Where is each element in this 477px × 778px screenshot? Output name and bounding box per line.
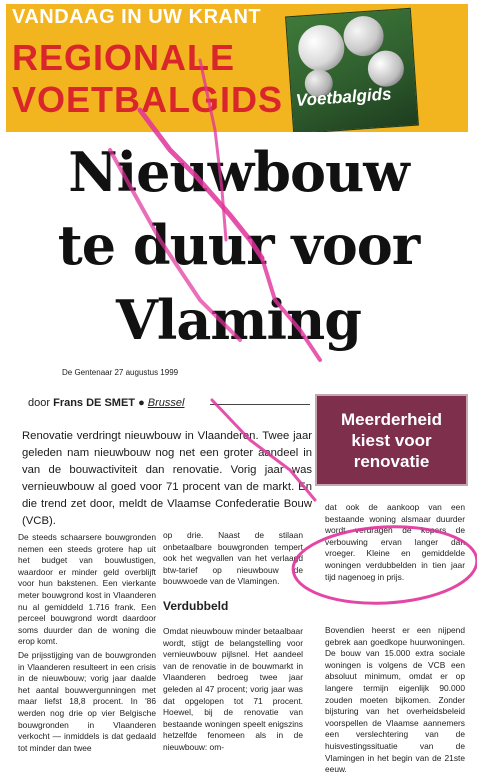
headline-line-2: te duur voor — [57, 213, 420, 277]
banner-top-line: VANDAAG IN UW KRANT — [12, 6, 262, 28]
promo-banner — [6, 4, 468, 132]
football-icon — [297, 24, 346, 73]
byline-location: Brussel — [147, 397, 185, 409]
article-column-2 — [163, 530, 303, 590]
byline-rule — [210, 404, 310, 405]
paragraph: Omdat nieuwbouw minder betaalbaar wordt, stijgt de belangstelling voor vernieuwbouw pijlsnel. Het aandeel van de renovatie in de bouwmarkt in Vlaanderen bedroeg twee jaar geleden al 47 procent; vorig jaar was dat opgelopen tot 71 procent. Hoewel, bij de renovatie van bestaande woningen speelt enigszins hetzelfde fenomeen als in de nieuwbouw: om- — [163, 626, 303, 752]
banner-line-1: REGIONALE — [12, 37, 236, 78]
headline-line-1: Nieuwbouw — [68, 140, 409, 204]
lead-paragraph: Renovatie verdringt nieuwbouw in Vlaanderen. Twee jaar geleden nam nieuwbouw nog net een groter aandeel in van de bouwactiviteit dan renovatie. Vorig jaar was vernieuwbouw al goed voor 71 procent van de markt. En die trend zet door, meldt de Vlaamse Confederatie Bouw (VCB). — [22, 430, 312, 527]
callout-line-3: renovatie — [353, 451, 430, 471]
paragraph: De steeds schaarsere bouwgronden nemen een steeds grotere hap uit het budget van bouwlustigen, waardoor er minder geld overblijft voor hun bakstenen. Een vierkante meter bouwgrond kost in Vlaanderen nu al gemiddeld 1.716 frank. Een perceel bouwgrond wordt daardoor soms duurder dan de woning die erop komt. — [18, 532, 156, 647]
callout-line-1: Meerderheid — [340, 409, 443, 429]
bullet-icon: ● — [138, 397, 145, 409]
article-column-3 — [325, 502, 465, 585]
paragraph: Bovendien heerst er een nijpend gebrek aan goedkope huurwoningen. De bouw van 15.000 extra sociale woningen is volgens de VCB een absoluut minimum, omdat er op langere termijn eigenlijk 90.000 zouden moeten bijkomen. Zonder bijsturing van het overheidsbeleid voorspellen de Vlaamse aannemers een verslechtering van de huisvestingssituatie van de Vlamingen in het begin van de 21ste eeuw. — [325, 625, 465, 775]
article-column-3-continued — [325, 625, 465, 778]
paragraph: dat ook de aankoop van een bestaande woning alsmaar duurder wordt verdragen de kopers de verbouwing ervan langer dan vroeger. Kleine en gemiddelde woningen verdubbelden in tien jaar tijd nagenoeg in prijs. — [325, 502, 465, 582]
headline-line-3: Vlaming — [115, 288, 362, 352]
magazine-title: Voetbalgids — [295, 84, 393, 110]
byline — [28, 397, 184, 409]
article-column-2-continued — [163, 626, 303, 756]
article-column-1 — [18, 532, 156, 756]
source-date: De Gentenaar 27 augustus 1999 — [62, 368, 179, 377]
byline-prefix: door — [28, 397, 51, 409]
author-name: Frans DE SMET — [53, 397, 135, 409]
banner-line-2: VOETBALGIDS — [12, 79, 284, 120]
football-icon — [367, 49, 405, 87]
callout-box — [315, 394, 468, 486]
magazine-cover-image — [285, 8, 419, 132]
paragraph: op drie. Naast de stilaan onbetaalbare bouwgronden tempert ook het wegvallen van het verlaagd btw-tarief op nieuwbouw de bouwwoede van de Vlamingen. — [163, 530, 303, 587]
subheading: Verdubbeld — [163, 599, 229, 613]
paragraph: De prijsstijging van de bouwgronden in Vlaanderen resulteert in een crisis in de nieuwbouw; vorig jaar daalde het aantal bouwvergunningen met maar liefst 18,8 procent. In '86 werden nog drie op vier Belgische bouwgronden in Vlaanderen verkocht — inmiddels is dat gedaald tot minder dan twee — [18, 649, 156, 753]
callout-line-2: kiest voor — [351, 430, 432, 450]
